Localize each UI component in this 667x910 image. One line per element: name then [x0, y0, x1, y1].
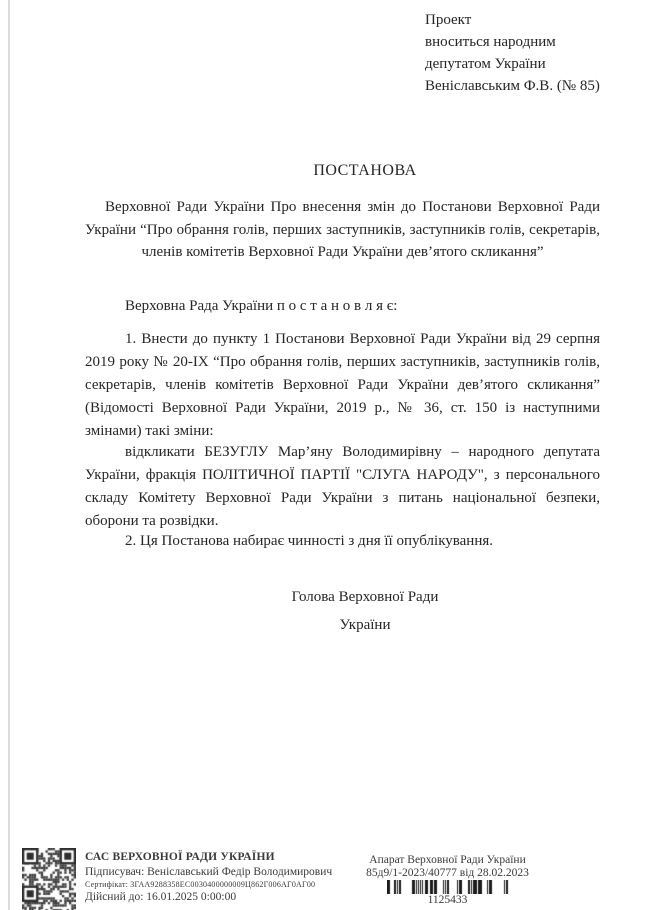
barcode-icon [387, 880, 509, 894]
registration-block [365, 854, 530, 906]
stamp-org: САС ВЕРХОВНОЇ РАДИ УКРАЇНИ [85, 851, 275, 863]
paragraph-1: 1. Внести до пункту 1 Постанови Верховної Ради України від 29 серпня 2019 року № 20-ІХ “Про обрання голів, перших заступників, заступників голів, секретарів, членів комітетів Верховної Ради України дев’ятого скликання” (Відомості Верховної Ради України, 2019 р., № 36, ст. 150 із наступними змінами) такі зміни: [85, 331, 600, 439]
paragraph-3: 2. Ця Постанова набирає чинності з дня її опублікування. [125, 533, 494, 549]
registration-number: 85д9/1-2023/40777 від 28.02.2023 [366, 867, 529, 879]
footer [0, 845, 667, 910]
stamp-valid-until: Дійсний до: 16.01.2025 0:00:00 [85, 891, 237, 903]
signature-title-line: Голова Верховної Ради [291, 589, 439, 605]
qr-code-icon [22, 848, 76, 910]
digital-signature-stamp [85, 851, 365, 903]
scan-edge-artifact [8, 0, 10, 910]
draft-label: Проект [425, 12, 472, 28]
resolve-clause: Верховна Рада України п о с т а н о в л я є: [125, 298, 398, 314]
registration-org: Апарат Верховної Ради України [369, 854, 526, 866]
deputy-line: депутатом України [425, 56, 546, 72]
barcode-number: 1125433 [427, 894, 468, 906]
draft-attribution-block [425, 9, 660, 97]
stamp-signer: Підписувач: Веніславський Федір Володимирович [85, 866, 333, 878]
paragraph-2: відкликати БЕЗУГЛУ Мар’яну Володимирівну – народного депутата України, фракція ПОЛІТИЧНОЇ ПАРТІЇ "СЛУГА НАРОДУ", з персонального складу Комітету Верховної Ради України з питань національної безпеки, оборони та розвідки. [85, 444, 600, 529]
stamp-certificate: Сертифікат: 3ГАА9288358ЕС0030400000009Ц862Г006АГ0АГ00 [85, 880, 316, 889]
deputy-name-line: Веніславським Ф.В. (№ 85) [425, 78, 600, 94]
signature-block [85, 583, 600, 639]
signature-country-line: України [339, 617, 391, 633]
submitted-by-line: вноситься народним [425, 34, 556, 50]
document-title: ПОСТАНОВА [313, 162, 417, 179]
document-subtitle: Верховної Ради України Про внесення змін до Постанови Верховної Ради України “Про обрання голів, перших заступників, заступників голів, секретарів, членів комітетів Верховної Ради України дев’ятого скликання” [85, 199, 600, 260]
